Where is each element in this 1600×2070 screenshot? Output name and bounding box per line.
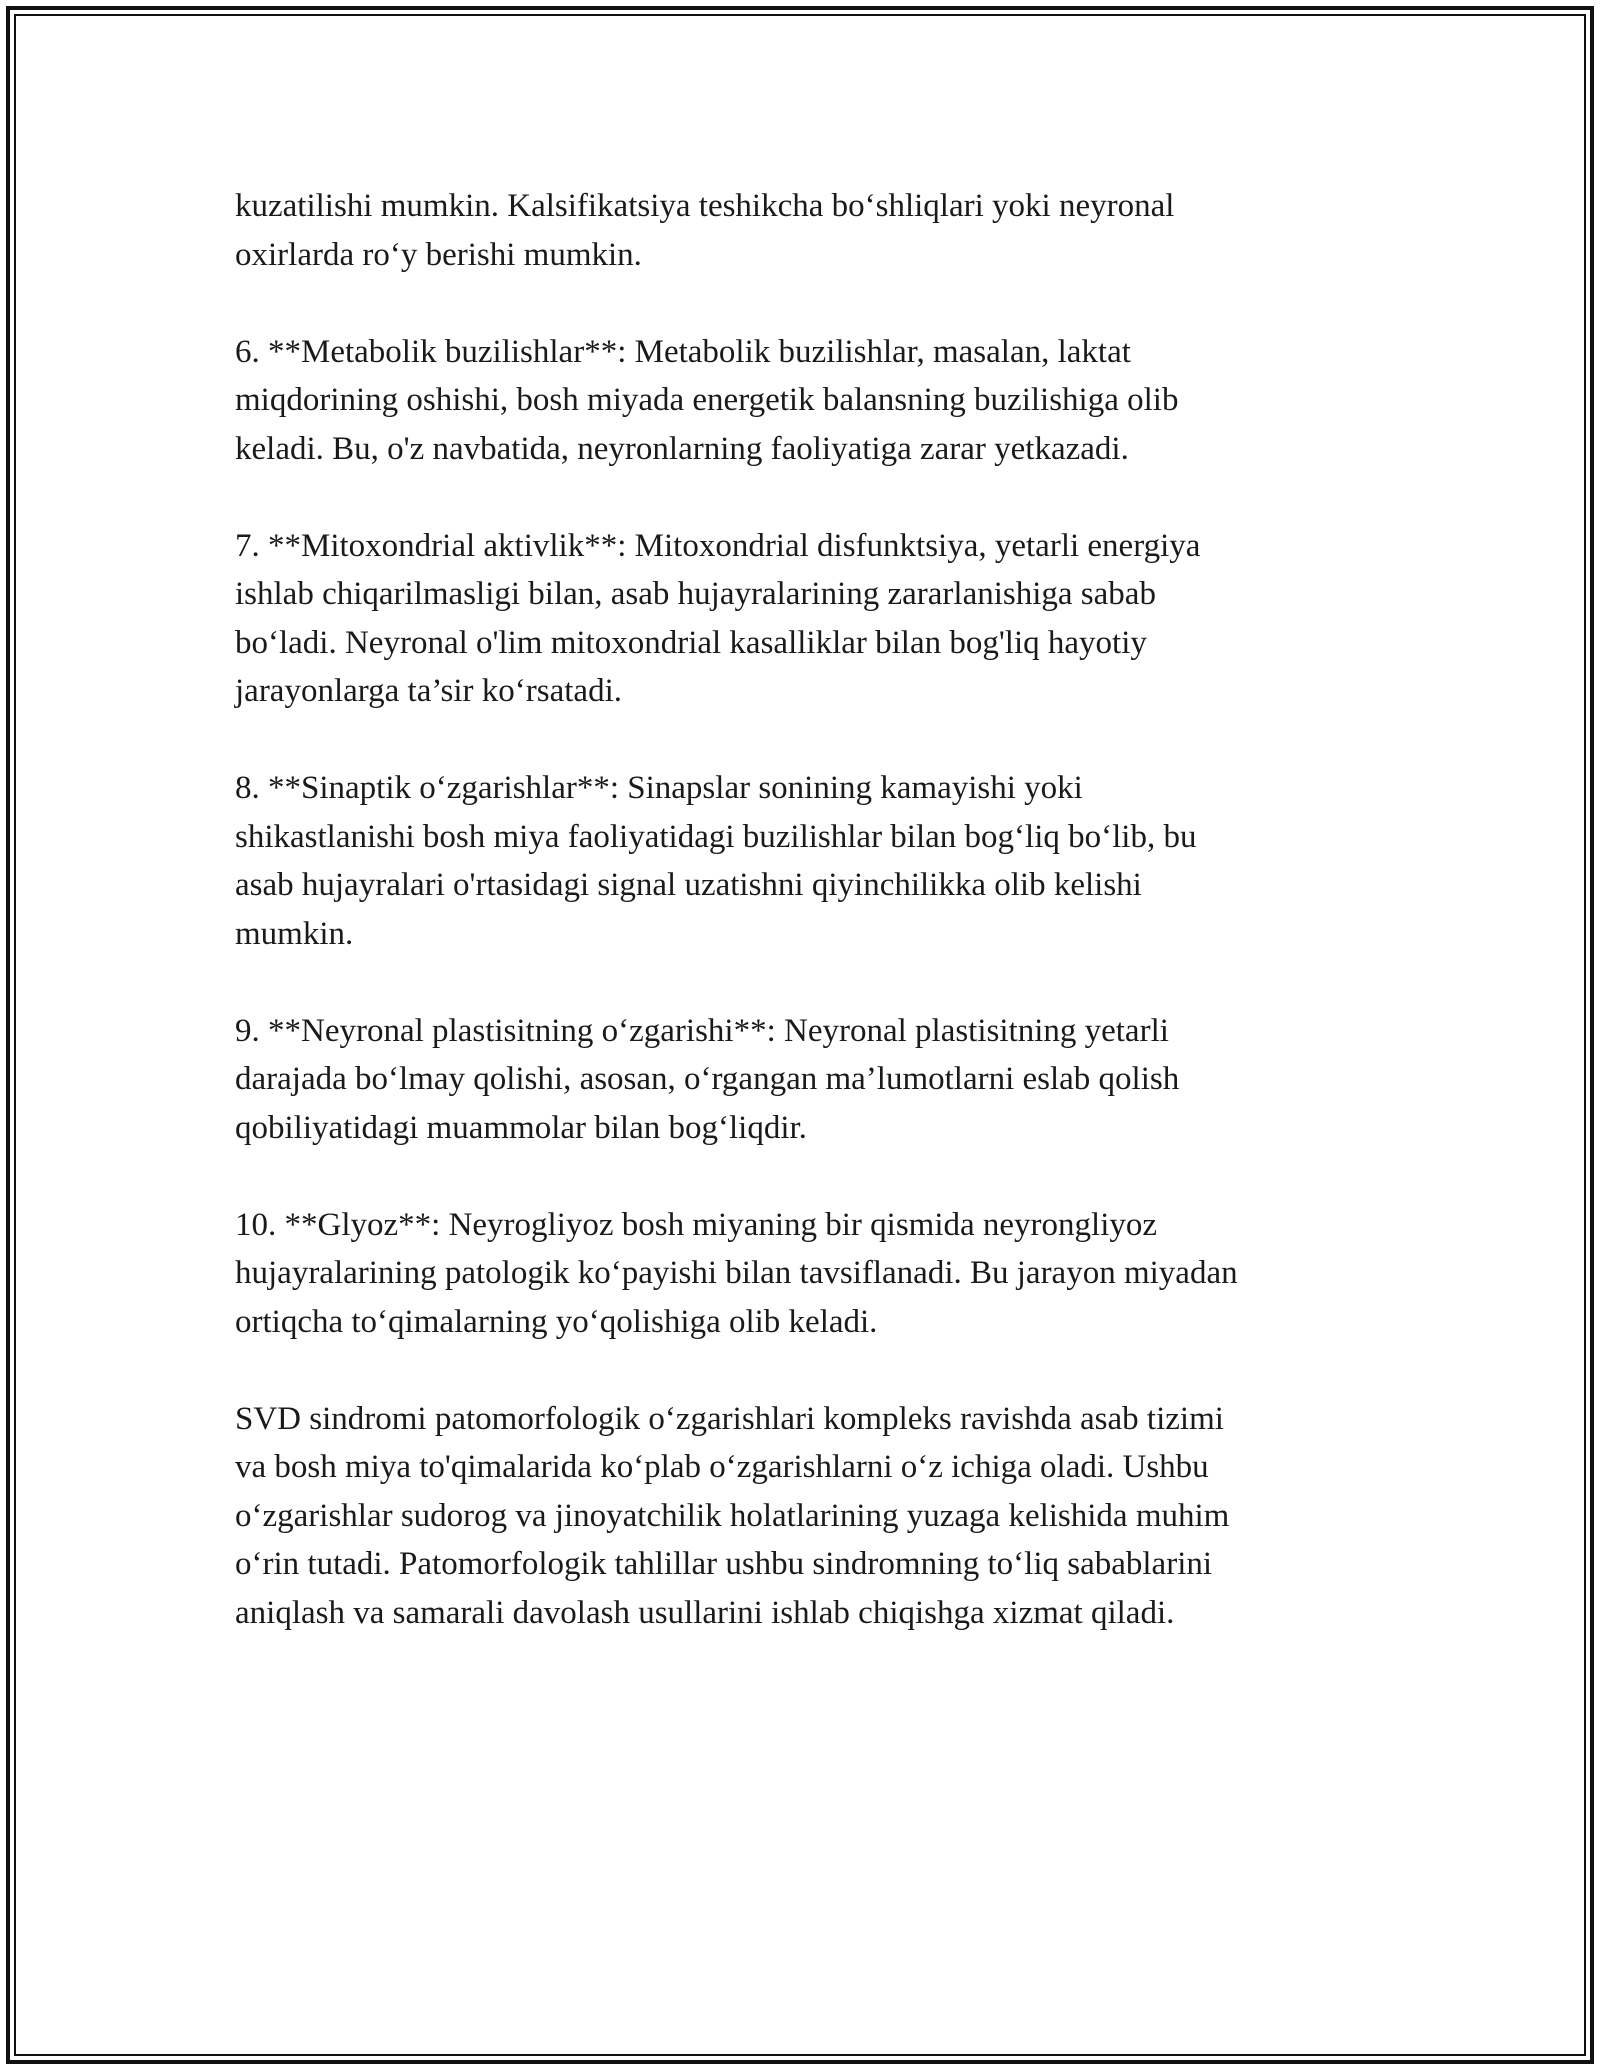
paragraph-item-7-mitochondrial: 7. **Mitoxondrial aktivlik**: Mitoxondrial disfunktsiya, yetarli energiya ishlab chiqarilmasligi bilan, asab hujayralarining zararlanishiga sabab bo‘ladi. Neyronal o'lim mitoxondrial kasalliklar bilan bog'liq hayotiy jarayonlarga ta’sir ko‘rsatadi.: [235, 527, 1201, 709]
paragraph-item-6-metabolic: 6. **Metabolik buzilishlar**: Metabolik buzilishlar, masalan, laktat miqdorining oshishi, bosh miyada energetik balansning buzilishiga olib keladi. Bu, o'z navbatida, neyronlarning faoliyatiga zarar yetkazadi.: [235, 333, 1179, 467]
paragraph-conclusion: SVD sindromi patomorfologik o‘zgarishlari kompleks ravishda asab tizimi va bosh miya to'qimalarida ko‘plab o‘zgarishlarni o‘z ichiga oladi. Ushbu o‘zgarishlar sudorog va jinoyatchilik holatlarining yuzaga kelishida muhim o‘rin tutadi. Patomorfologik tahlillar ushbu sindromning to‘liq sabablarini aniqlash va samarali davolash usullarini ishlab chiqishga xizmat qiladi.: [235, 1400, 1230, 1631]
paragraph-item-10-gliosis: 10. **Glyoz**: Neyrogliyoz bosh miyaning bir qismida neyrongliyoz hujayralarining patologik ko‘payishi bilan tavsiflanadi. Bu jarayon miyadan ortiqcha to‘qimalarning yo‘qolishiga olib keladi.: [235, 1206, 1238, 1340]
paragraph-item-9-plasticity: 9. **Neyronal plastisitning o‘zgarishi**: Neyronal plastisitning yetarli darajada bo‘lmay qolishi, asosan, o‘rgangan ma’lumotlarni eslab qolish qobiliyatidagi muammolar bilan bog‘liqdir.: [235, 1012, 1180, 1146]
paragraph-continuation: kuzatilishi mumkin. Kalsifikatsiya teshikcha bo‘shliqlari yoki neyronal oxirlarda ro‘y berishi mumkin.: [235, 188, 1175, 273]
document-body: [235, 182, 1365, 1686]
paragraph-item-8-synaptic: 8. **Sinaptik o‘zgarishlar**: Sinapslar sonining kamayishi yoki shikastlanishi bosh miya faoliyatidagi buzilishlar bilan bog‘liq bo‘lib, bu asab hujayralari o'rtasidagi signal uzatishni qiyinchilikka olib kelishi mumkin.: [235, 770, 1197, 952]
